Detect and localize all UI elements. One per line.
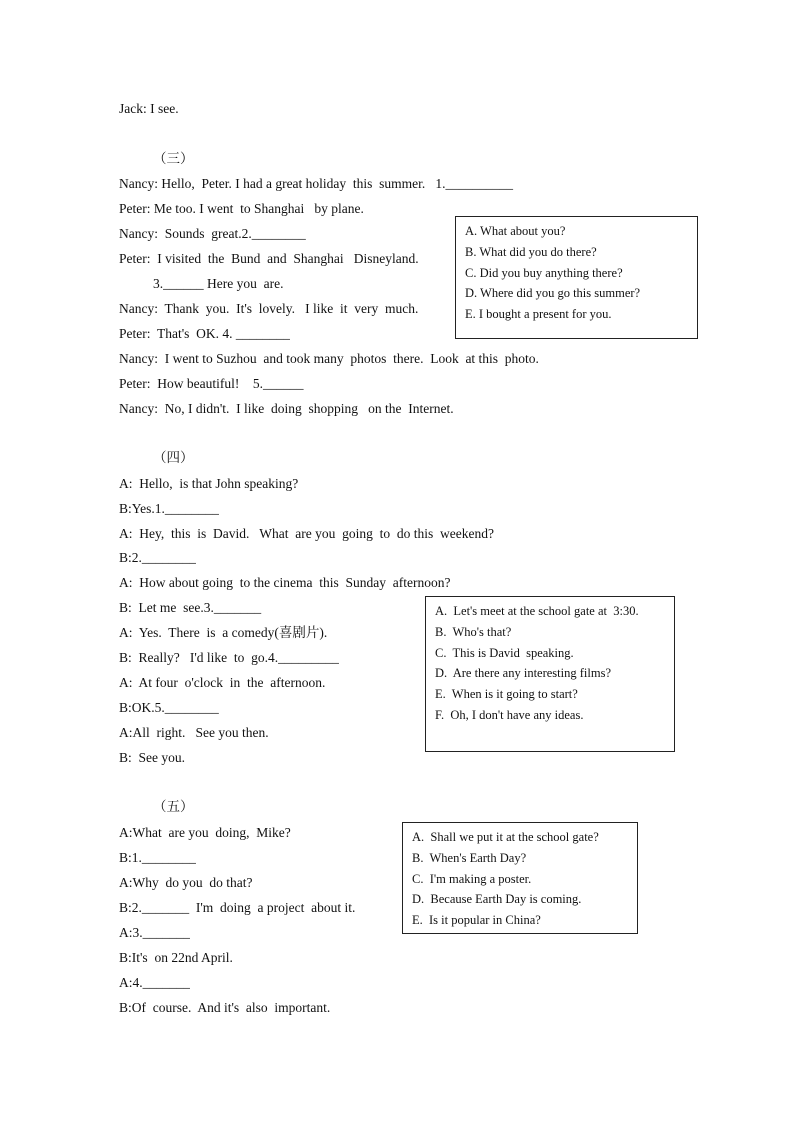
dialogue-line: A: How about going to the cinema this Sunday afternoon? xyxy=(119,575,451,590)
dialogue-line: Jack: I see. xyxy=(119,101,179,116)
dialogue-line: Peter: Me too. I went to Shanghai by plane. xyxy=(119,201,364,216)
dialogue-line: A: Hello, is that John speaking? xyxy=(119,476,299,491)
option-item: A. Shall we put it at the school gate? xyxy=(412,830,599,844)
dialogue-line: A:Why do you do that? xyxy=(119,875,253,890)
dialogue-line: A:3._______ xyxy=(119,925,190,940)
dialogue-line: B: See you. xyxy=(119,750,185,765)
dialogue-line: Nancy: Hello, Peter. I had a great holiday this summer. 1.__________ xyxy=(119,176,514,191)
option-item: D. Are there any interesting films? xyxy=(435,666,611,681)
dialogue-line: Nancy: Thank you. It's lovely. I like it very much. xyxy=(119,301,419,316)
option-item: E. When is it going to start? xyxy=(435,687,578,702)
dialogue-line: B:1.________ xyxy=(119,850,196,865)
option-item: C. I'm making a poster. xyxy=(412,871,532,886)
option-item: A. Let's meet at the school gate at 3:30. xyxy=(435,604,639,618)
option-item: B. What did you do there? xyxy=(465,244,597,259)
dialogue-line: B:OK.5.________ xyxy=(119,700,219,715)
option-item: E. I bought a present for you. xyxy=(465,307,612,322)
dialogue-line: B:It's on 22nd April. xyxy=(119,950,233,965)
option-item: C. Did you buy anything there? xyxy=(465,265,623,280)
dialogue-line: Nancy: I went to Suzhou and took many photos there. Look at this photo. xyxy=(119,351,539,366)
option-item: C. This is David speaking. xyxy=(435,645,574,660)
option-item: E. Is it popular in China? xyxy=(412,913,541,928)
option-item: B. When's Earth Day? xyxy=(412,850,527,865)
dialogue-line: A: At four o'clock in the afternoon. xyxy=(119,675,326,690)
option-item: D. Because Earth Day is coming. xyxy=(412,892,582,907)
option-item: F. Oh, I don't have any ideas. xyxy=(435,707,584,722)
dialogue-line: A: Yes. There is a comedy(喜剧片). xyxy=(119,625,328,640)
option-item: B. Who's that? xyxy=(435,624,512,639)
dialogue-line: 3.______ Here you are. xyxy=(153,276,284,291)
options-box-5 xyxy=(402,822,638,934)
dialogue-line: A:4._______ xyxy=(119,975,190,990)
dialogue-line: B: Let me see.3._______ xyxy=(119,600,262,615)
dialogue-line: B:Of course. And it's also important. xyxy=(119,1000,331,1015)
dialogue-line: A:All right. See you then. xyxy=(119,725,269,740)
dialogue-line: B: Really? I'd like to go.4._________ xyxy=(119,650,339,665)
dialogue-line: Peter: How beautiful! 5.______ xyxy=(119,376,304,391)
dialogue-line: B:2._______ I'm doing a project about it. xyxy=(119,900,356,915)
dialogue-line: Nancy: Sounds great.2.________ xyxy=(119,226,306,241)
dialogue-line: Peter: That's OK. 4. ________ xyxy=(119,326,290,341)
section-heading-4: （四） xyxy=(153,450,194,465)
option-item: A. What about you? xyxy=(465,224,566,238)
dialogue-line: Nancy: No, I didn't. I like doing shopping on the Internet. xyxy=(119,401,454,416)
dialogue-line: A: Hey, this is David. What are you going to do this weekend? xyxy=(119,526,494,541)
dialogue-line: A:What are you doing, Mike? xyxy=(119,825,291,840)
option-item: D. Where did you go this summer? xyxy=(465,286,641,301)
dialogue-line: Peter: I visited the Bund and Shanghai Disneyland. xyxy=(119,251,419,266)
section-heading-3: （三） xyxy=(153,151,194,166)
dialogue-line: B:2.________ xyxy=(119,550,196,565)
section-heading-5: （五） xyxy=(153,799,194,814)
options-box-3 xyxy=(455,216,698,339)
dialogue-line: B:Yes.1.________ xyxy=(119,501,219,516)
options-box-4 xyxy=(425,596,675,752)
